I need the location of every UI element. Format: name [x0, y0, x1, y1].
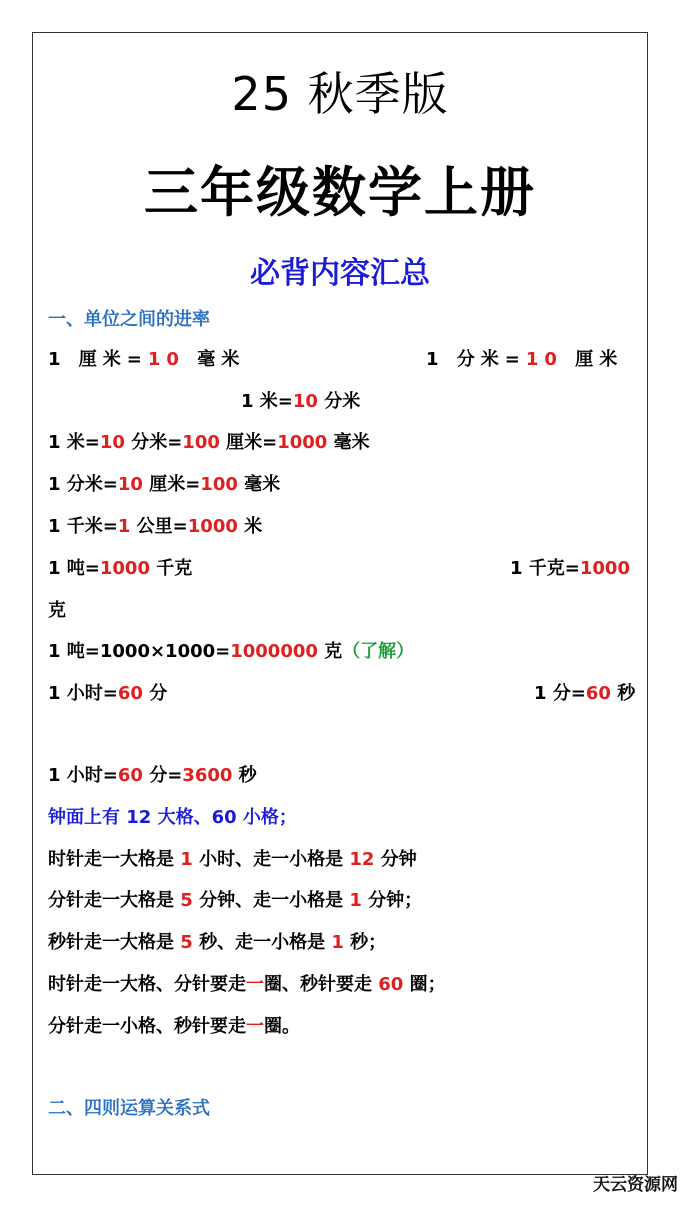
line-hour-min: 1 小时=60 分: [48, 683, 168, 704]
line-hour-move: 时针走一大格、分针要走一圈、秒针要走 60 圈；: [48, 974, 446, 995]
line-km: 1 千米=1 公里=1000 米: [48, 516, 263, 537]
line-minute-hand: 分针走一大格是 5 分钟、走一小格是 1 分钟；: [48, 890, 423, 911]
line-hour-hand: 时针走一大格是 1 小时、走一小格是 12 分钟: [48, 849, 417, 870]
subtitle: 必背内容汇总: [250, 256, 430, 291]
line-kg-g: 1 千克=1000: [510, 558, 630, 579]
line-minute-move: 分针走一小格、秒针要走一圈。: [48, 1016, 300, 1037]
section-heading-units: 一、单位之间的进率: [48, 309, 210, 330]
line-dm-chain: 1 分米=10 厘米=100 毫米: [48, 474, 281, 495]
line-m-dm: 1 米=10 分米: [241, 391, 361, 412]
line-dm-cm: 1 分米=10 厘米: [426, 349, 624, 370]
watermark-logo: 天云资源网: [593, 1175, 678, 1195]
line-ton-kg: 1 吨=1000 千克: [48, 558, 193, 579]
main-title: 三年级数学上册: [144, 161, 536, 224]
line-min-sec: 1 分=60 秒: [534, 683, 636, 704]
section-heading-arithmetic: 二、四则运算关系式: [48, 1098, 210, 1119]
line-kg-g-unit: 克: [48, 600, 66, 621]
line-second-hand: 秒针走一大格是 5 秒、走一小格是 1 秒；: [48, 932, 387, 953]
line-ton-g: 1 吨=1000×1000=1000000 克（了解）: [48, 641, 415, 662]
line-clock-face: 钟面上有 12 大格、60 小格；: [48, 807, 297, 828]
line-m-chain: 1 米=10 分米=100 厘米=1000 毫米: [48, 432, 370, 453]
season-title: 25 秋季版: [231, 67, 449, 121]
line-hour-sec: 1 小时=60 分=3600 秒: [48, 765, 257, 786]
line-cm-mm: 1 厘米=10 毫米: [48, 349, 246, 370]
